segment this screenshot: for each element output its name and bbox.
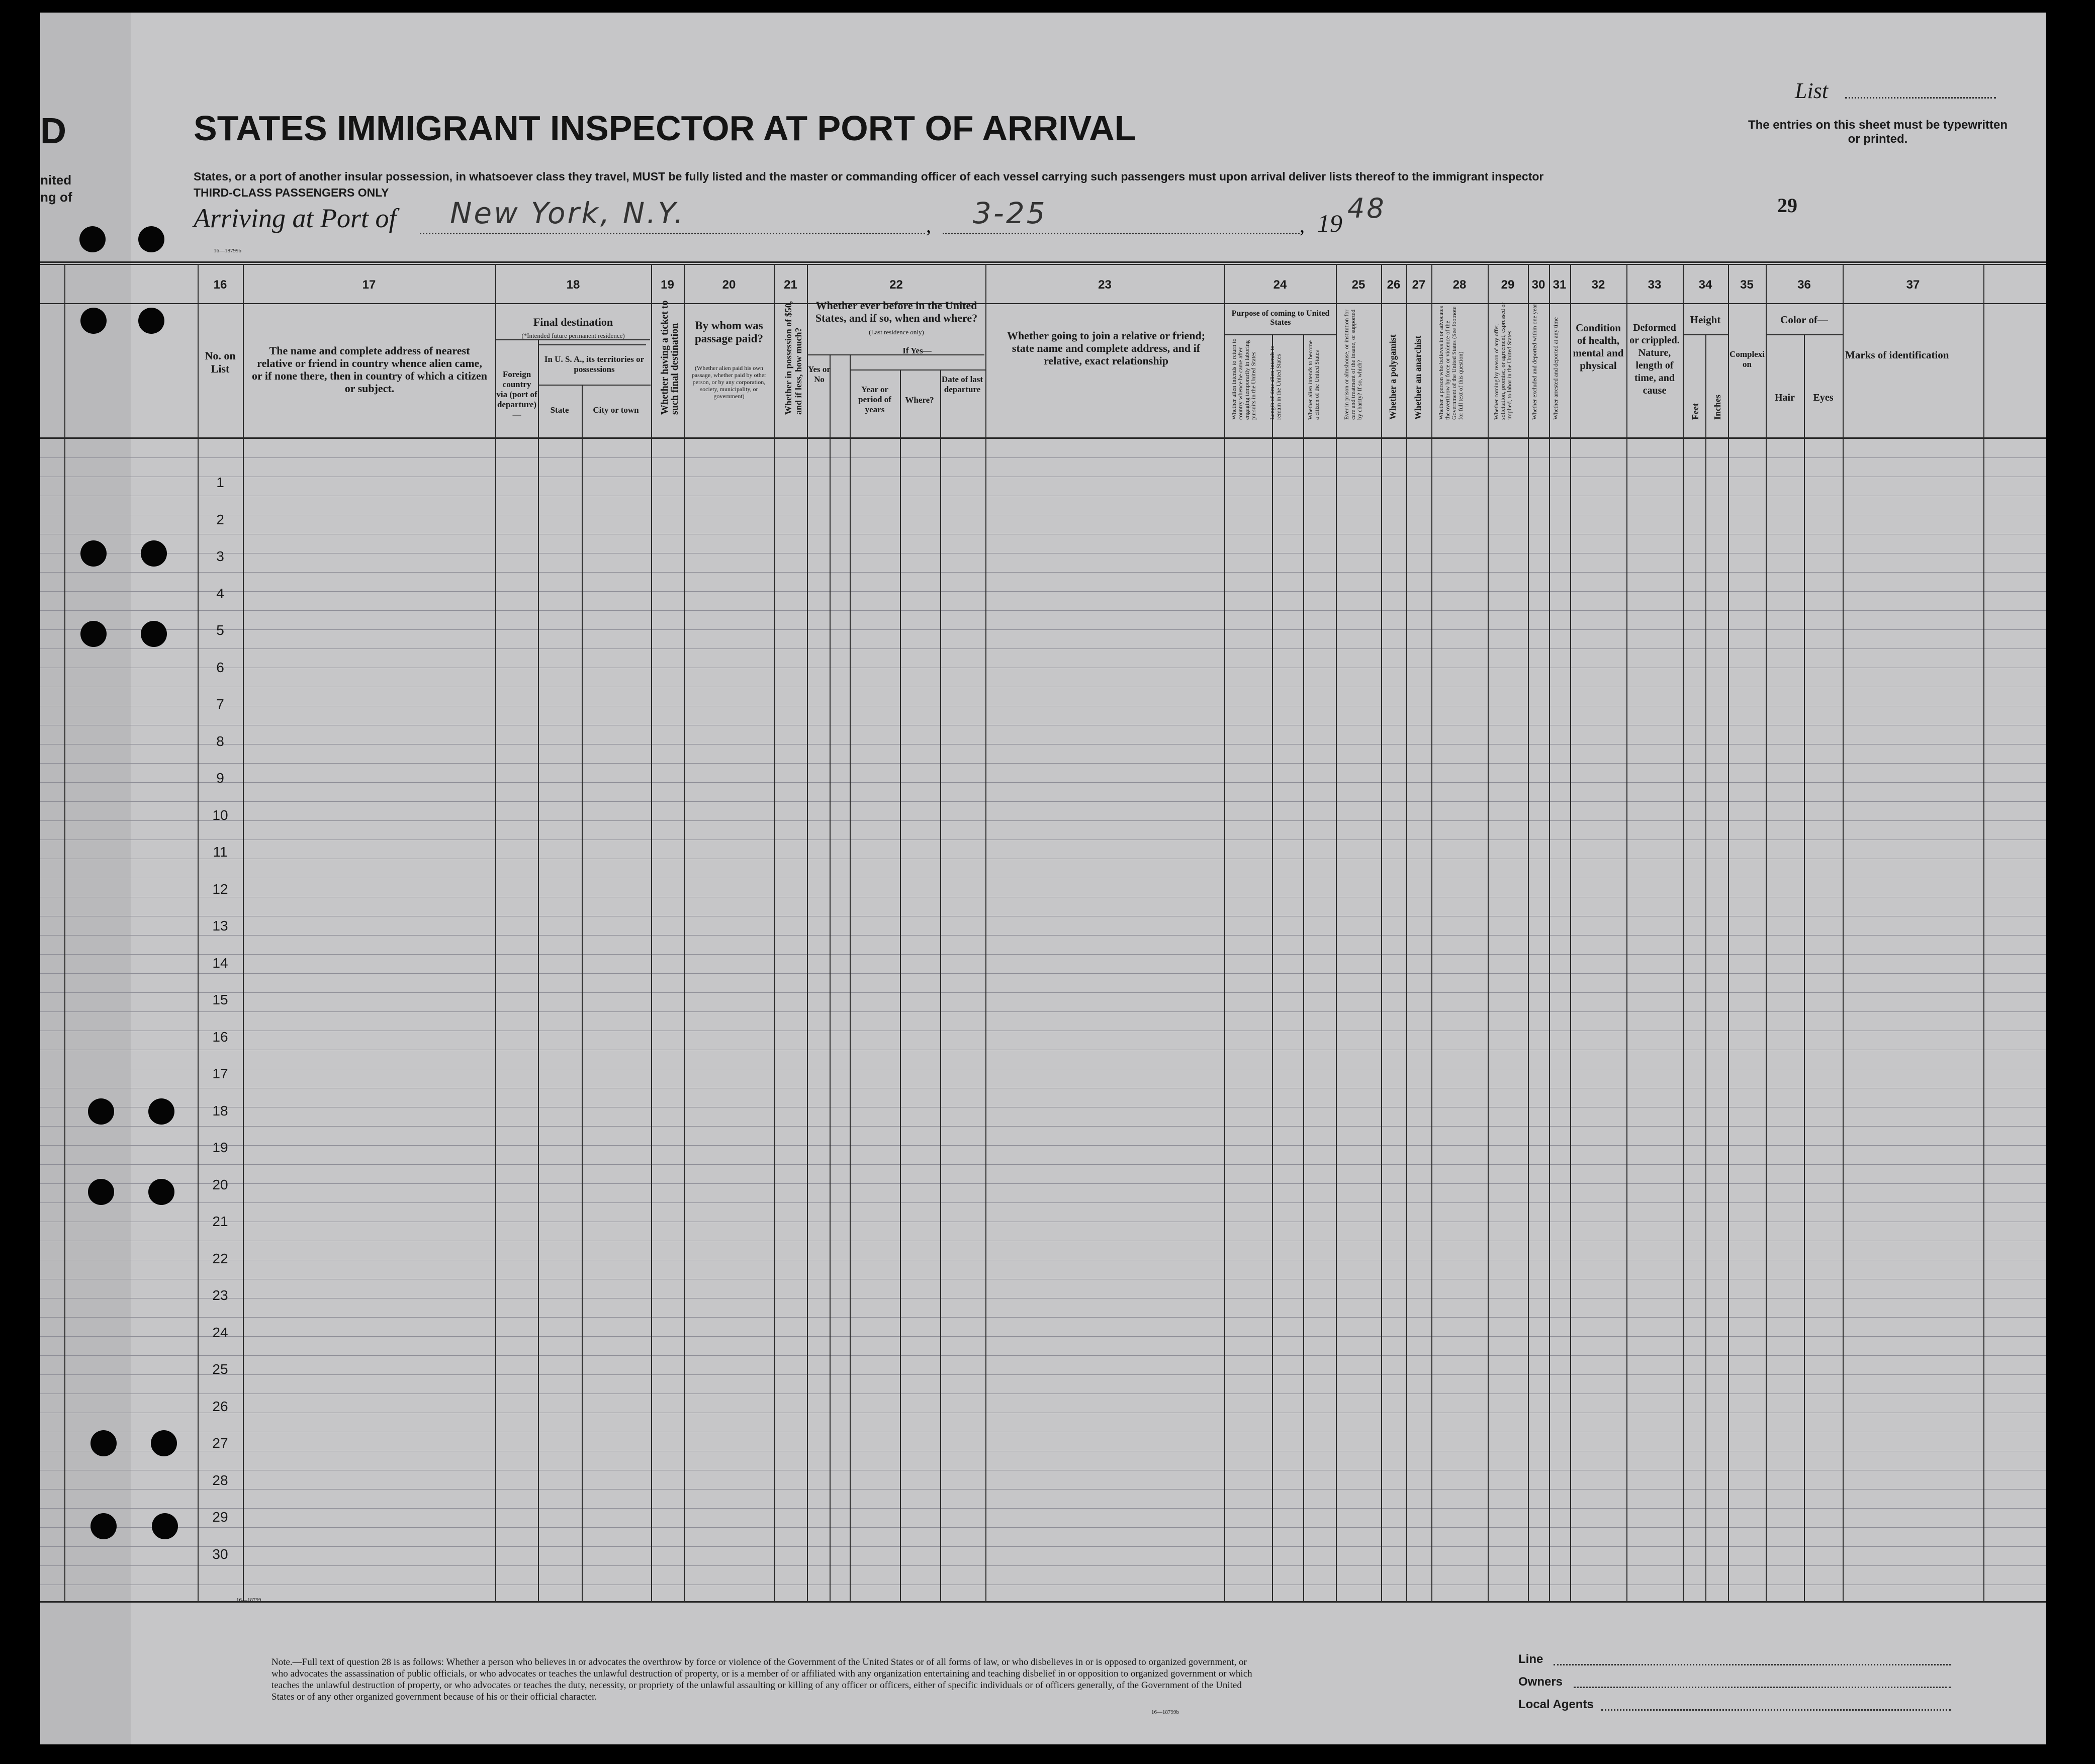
row-number: 4 [216, 585, 224, 601]
header-arrested: Whether arrested and deported at any time [1552, 317, 1559, 420]
binder-hole [88, 1179, 114, 1205]
local-agents-field[interactable] [1601, 1709, 1951, 1711]
header-no-on-list: No. on List [205, 349, 236, 375]
local-agents-label: Local Agents [1518, 1698, 1594, 1711]
header-polygamist: Whether a polygamist [1388, 334, 1398, 420]
row-rule [40, 1355, 2046, 1356]
header-prison: Ever in prison or almshouse, or institution for care and treatment of the insane, or supported by charity? If so, which? [1343, 309, 1363, 420]
column-rule [1303, 334, 1304, 1601]
row-rule [40, 591, 2046, 592]
binder-hole [90, 1430, 117, 1456]
header-anarchist: Whether an anarchist [1413, 335, 1423, 420]
row-number: 19 [212, 1140, 228, 1155]
col-number-19: 19 [661, 278, 674, 292]
binder-hole [80, 540, 107, 567]
col-number-31: 31 [1553, 278, 1567, 292]
purpose-rule [1224, 334, 1336, 335]
header-feet: Feet [1690, 403, 1700, 420]
year-printed: 19 [1317, 209, 1342, 237]
col-number-24: 24 [1273, 278, 1287, 292]
row-rule [40, 1546, 2046, 1547]
header-deformed: Deformed or crippled. Nature, length of time, and cause [1629, 322, 1680, 396]
row-rule [40, 457, 2046, 458]
row-number: 12 [212, 881, 228, 897]
footnote-question-28: Note.—Full text of question 28 is as follows: Whether a person who believes in or advocates the overthrow by force or violence of the Government of the United States or of all forms of law, or who disbelieves in or is opposed to organized government, or who advocates the assassination of public officials, or who advocates or teaches the unlawful destruction of property, or is a member of or affiliated with any organization entertaining and teaching disbelief in or opposition to organized government or which teaches the unlawful destruction of property, or who advocates or teaches the duty, necessity, or propriety of the unlawful assaulting or killing of any officer or officers, either of specific individuals or of officers generally, of the Government of the United States or of any other organized government because of his or their official character. [271, 1657, 1252, 1702]
row-rule [40, 763, 2046, 764]
header-labor-offer: Whether coming by reason of any offer, solicitation, promise, or agreement, expressed or implied, to labor in the United States [1493, 302, 1513, 420]
column-rule [807, 264, 808, 1601]
header-date-last-departure: Date of last departure [941, 375, 983, 394]
column-rule [1431, 264, 1432, 1601]
if-yes-rule [850, 369, 985, 370]
binder-hole [80, 621, 107, 647]
page-title: STATES IMMIGRANT INSPECTOR AT PORT OF ARRIVAL [194, 109, 1136, 148]
row-number: 1 [216, 475, 224, 490]
row-number: 21 [212, 1214, 228, 1229]
page-number: 29 [1777, 194, 1797, 217]
column-rule [774, 264, 775, 1601]
row-number: 22 [212, 1250, 228, 1266]
header-foreign-country: Foreign country via (port of departure)— [496, 369, 537, 419]
list-field-line [1845, 97, 1996, 99]
port-handwritten: New York, N.Y. [450, 196, 686, 230]
row-number: 2 [216, 511, 224, 527]
row-rule [40, 1202, 2046, 1203]
column-rule [538, 339, 539, 1601]
header-city: City or town [593, 405, 639, 415]
header-excluded: Whether excluded and deported within one year [1531, 304, 1538, 420]
binder-hole [90, 1513, 117, 1539]
footnote-form-number: 16—18799b [1151, 1709, 1179, 1715]
column-rule [1683, 264, 1684, 1601]
table-top-rule-2 [40, 264, 2046, 265]
column-rule [495, 264, 496, 1601]
column-rule [64, 264, 65, 1601]
column-rule [850, 354, 851, 1601]
row-number: 29 [212, 1509, 228, 1525]
row-number: 5 [216, 622, 224, 638]
col-number-36: 36 [1797, 278, 1811, 292]
row-rule [40, 1508, 2046, 1509]
column-rule [582, 385, 583, 1601]
binder-hole [151, 1430, 177, 1456]
row-rule [40, 992, 2046, 993]
header-nearest-relative: The name and complete address of nearest relative or friend in country whence alien came, or if none there, then in country of which a citizen or subject. [252, 344, 487, 395]
final-dest-split-rule [538, 344, 646, 345]
col-number-33: 33 [1648, 278, 1662, 292]
date-field-line [943, 233, 1300, 234]
row-rule [40, 1126, 2046, 1127]
header-final-destination: Final destination [533, 316, 613, 328]
row-number: 25 [212, 1361, 228, 1377]
row-number: 30 [212, 1546, 228, 1562]
col-number-18: 18 [566, 278, 580, 292]
header-state: State [550, 405, 569, 415]
column-rule [1549, 264, 1550, 1601]
col-number-34: 34 [1698, 278, 1712, 292]
row-number: 11 [213, 844, 228, 860]
row-number: 23 [212, 1287, 228, 1303]
row-rule [40, 1374, 2046, 1375]
date-handwritten: 3-25 [973, 196, 1047, 230]
column-rule [1804, 334, 1805, 1601]
header-last-residence: (Last residence only) [869, 328, 924, 336]
header-year-period: Year or period of years [858, 385, 891, 414]
row-rule [40, 973, 2046, 974]
header-purpose-length: Length of time alien intends to remain in the United States [1268, 345, 1282, 420]
row-number: 26 [212, 1398, 228, 1414]
owners-field[interactable] [1574, 1687, 1951, 1688]
header-overthrow: Whether a person who believes in or advocates the overthrow by force or violence of the Government of the United States (See footnote for full text of this question) [1437, 306, 1464, 420]
left-fragment-2: ng of [40, 190, 72, 205]
column-rule [1570, 264, 1571, 1601]
col-number-32: 32 [1591, 278, 1605, 292]
manifest-table [40, 249, 2046, 1606]
row-rule [40, 1317, 2046, 1318]
column-rule [684, 264, 685, 1601]
column-number-rule [40, 303, 2046, 304]
column-rule [1406, 264, 1407, 1601]
col-number-25: 25 [1351, 278, 1365, 292]
left-fragment-1: nited [40, 172, 72, 188]
header-inches: Inches [1712, 394, 1722, 420]
line-label: Line [1518, 1652, 1543, 1666]
row-number: 20 [212, 1176, 228, 1192]
header-in-usa: In U. S. A., its territories or possessions [544, 354, 645, 374]
row-rule [40, 782, 2046, 783]
header-passage-paid: By whom was passage paid? [694, 319, 764, 345]
comma-2: , [1300, 214, 1305, 237]
left-fragment-big: D [40, 111, 66, 151]
list-label: List [1795, 78, 1829, 103]
row-number: 9 [216, 770, 224, 786]
row-rule [40, 1164, 2046, 1165]
port-field-line [420, 233, 925, 234]
column-rule [1843, 264, 1844, 1601]
header-marks: Marks of identification [1845, 349, 1949, 361]
line-field[interactable] [1554, 1664, 1951, 1665]
header-complexion: Complexion [1729, 349, 1765, 369]
binder-hole [88, 1098, 114, 1125]
form-number-bottom: 16—18799 [236, 1597, 261, 1603]
column-rule [1528, 264, 1529, 1601]
comma-1: , [926, 214, 931, 237]
col-number-37: 37 [1906, 278, 1920, 292]
binder-hole [148, 1179, 174, 1205]
header-eyes: Eyes [1813, 392, 1834, 403]
binder-hole [80, 308, 107, 334]
column-rule [243, 264, 244, 1601]
row-rule [40, 629, 2046, 630]
column-rule [830, 354, 831, 1601]
usa-rule [538, 385, 651, 386]
header-purpose-citizen: Whether alien intends to become a citizen of the United States [1307, 340, 1320, 420]
row-number: 24 [212, 1324, 228, 1340]
column-rule [651, 264, 652, 1601]
header-color-of: Color of— [1780, 314, 1828, 326]
binder-hole [148, 1098, 174, 1125]
col-number-21: 21 [784, 278, 797, 292]
table-bottom-rule [40, 1601, 2046, 1603]
row-rule [40, 1527, 2046, 1528]
col-number-29: 29 [1501, 278, 1515, 292]
header-fifty-dollars: Whether in possession of $50, and if less, how much? [783, 301, 803, 415]
header-ticket: Whether having a ticket to such final destination [659, 300, 680, 415]
row-number: 10 [212, 807, 228, 823]
row-number: 16 [212, 1029, 228, 1045]
table-top-rule [40, 261, 2046, 263]
header-ever-before: Whether ever before in the United States, and if so, when and where? [815, 299, 978, 324]
col-number-16: 16 [213, 278, 227, 292]
owners-label: Owners [1518, 1675, 1563, 1689]
row-number: 28 [212, 1472, 228, 1488]
row-rule [40, 1011, 2046, 1012]
class-line: THIRD-CLASS PASSENGERS ONLY [194, 186, 389, 199]
arriving-label: Arriving at Port of [194, 203, 397, 233]
col-number-20: 20 [722, 278, 736, 292]
binder-hole [141, 540, 167, 567]
header-height: Height [1690, 314, 1721, 326]
column-rule [1488, 264, 1489, 1601]
header-purpose-return: Whether alien intends to return to country whence he came after engaging temporarily in laboring pursuits in the United States [1230, 338, 1257, 420]
form-small-top: 16—18799b [214, 248, 241, 254]
instruction-text: The entries on this sheet must be typewritten or printed. [1748, 118, 2008, 146]
column-rule [1336, 264, 1337, 1601]
row-number: 3 [216, 548, 224, 564]
row-rule [40, 801, 2046, 802]
column-rule [1766, 264, 1767, 1601]
manifest-sheet [40, 13, 2046, 1744]
header-passage-note: (Whether alien paid his own passage, whether paid by other person, or by any corporation, society, municipality, or government) [691, 364, 767, 400]
column-rule [900, 369, 901, 1601]
column-rule [1728, 264, 1729, 1601]
header-going-to-join: Whether going to join a relative or friend; state name and complete address, and if relative, exact relationship [1007, 329, 1206, 367]
row-rule [40, 954, 2046, 955]
row-rule [40, 935, 2046, 936]
column-rule [1983, 264, 1984, 1601]
column-rule [940, 369, 941, 1601]
row-number: 15 [212, 992, 228, 1007]
col-number-23: 23 [1098, 278, 1112, 292]
col-number-26: 26 [1387, 278, 1401, 292]
binder-hole [138, 226, 164, 252]
row-rule [40, 1489, 2046, 1490]
row-rule [40, 1145, 2046, 1146]
header-yes-or-no: Yes or No [808, 364, 831, 384]
row-number: 17 [212, 1066, 228, 1081]
binder-hole [152, 1513, 178, 1539]
subtitle: States, or a port of another insular possession, in whatsoever class they travel, MUST be fully listed and the master or commanding officer of each vessel carrying such passengers must upon arrival deliver lists thereof to the immigrant inspector [194, 170, 1544, 183]
row-number: 8 [216, 733, 224, 749]
column-rule [1381, 264, 1382, 1601]
row-rule [40, 648, 2046, 649]
row-rule [40, 1336, 2046, 1337]
header-final-destination-note: (*Intended future permanent residence) [521, 332, 625, 339]
column-rule [985, 264, 986, 1601]
row-rule [40, 572, 2046, 573]
col-number-17: 17 [362, 278, 376, 292]
header-hair: Hair [1775, 392, 1795, 403]
column-rule [1626, 264, 1627, 1601]
col-number-27: 27 [1412, 278, 1426, 292]
col-number-35: 35 [1740, 278, 1754, 292]
binder-hole [138, 308, 164, 334]
binder-hole [141, 621, 167, 647]
header-purpose: Purpose of coming to United States [1231, 309, 1330, 327]
header-health: Condition of health, mental and physical [1573, 322, 1624, 372]
row-rule [40, 610, 2046, 611]
binder-hole [79, 226, 106, 252]
row-rule [40, 1565, 2046, 1566]
row-rule [40, 820, 2046, 821]
col-number-22: 22 [889, 278, 903, 292]
row-number: 6 [216, 659, 224, 675]
column-rule [1705, 334, 1706, 1601]
year-handwritten: 48 [1347, 193, 1386, 224]
row-rule [40, 744, 2046, 745]
column-rule [1224, 264, 1225, 1601]
column-rule [1272, 334, 1273, 1601]
col-number-30: 30 [1531, 278, 1545, 292]
col-number-28: 28 [1452, 278, 1467, 292]
header-where: Where? [905, 395, 934, 405]
row-number: 27 [212, 1435, 228, 1451]
row-number: 13 [212, 918, 228, 934]
row-number: 7 [216, 696, 224, 712]
row-number: 18 [212, 1102, 228, 1119]
row-rule [40, 1183, 2046, 1184]
header-if-yes: If Yes— [902, 346, 932, 355]
column-rule [198, 264, 199, 1601]
row-number: 14 [212, 955, 228, 971]
header-bottom-rule [40, 437, 2046, 439]
